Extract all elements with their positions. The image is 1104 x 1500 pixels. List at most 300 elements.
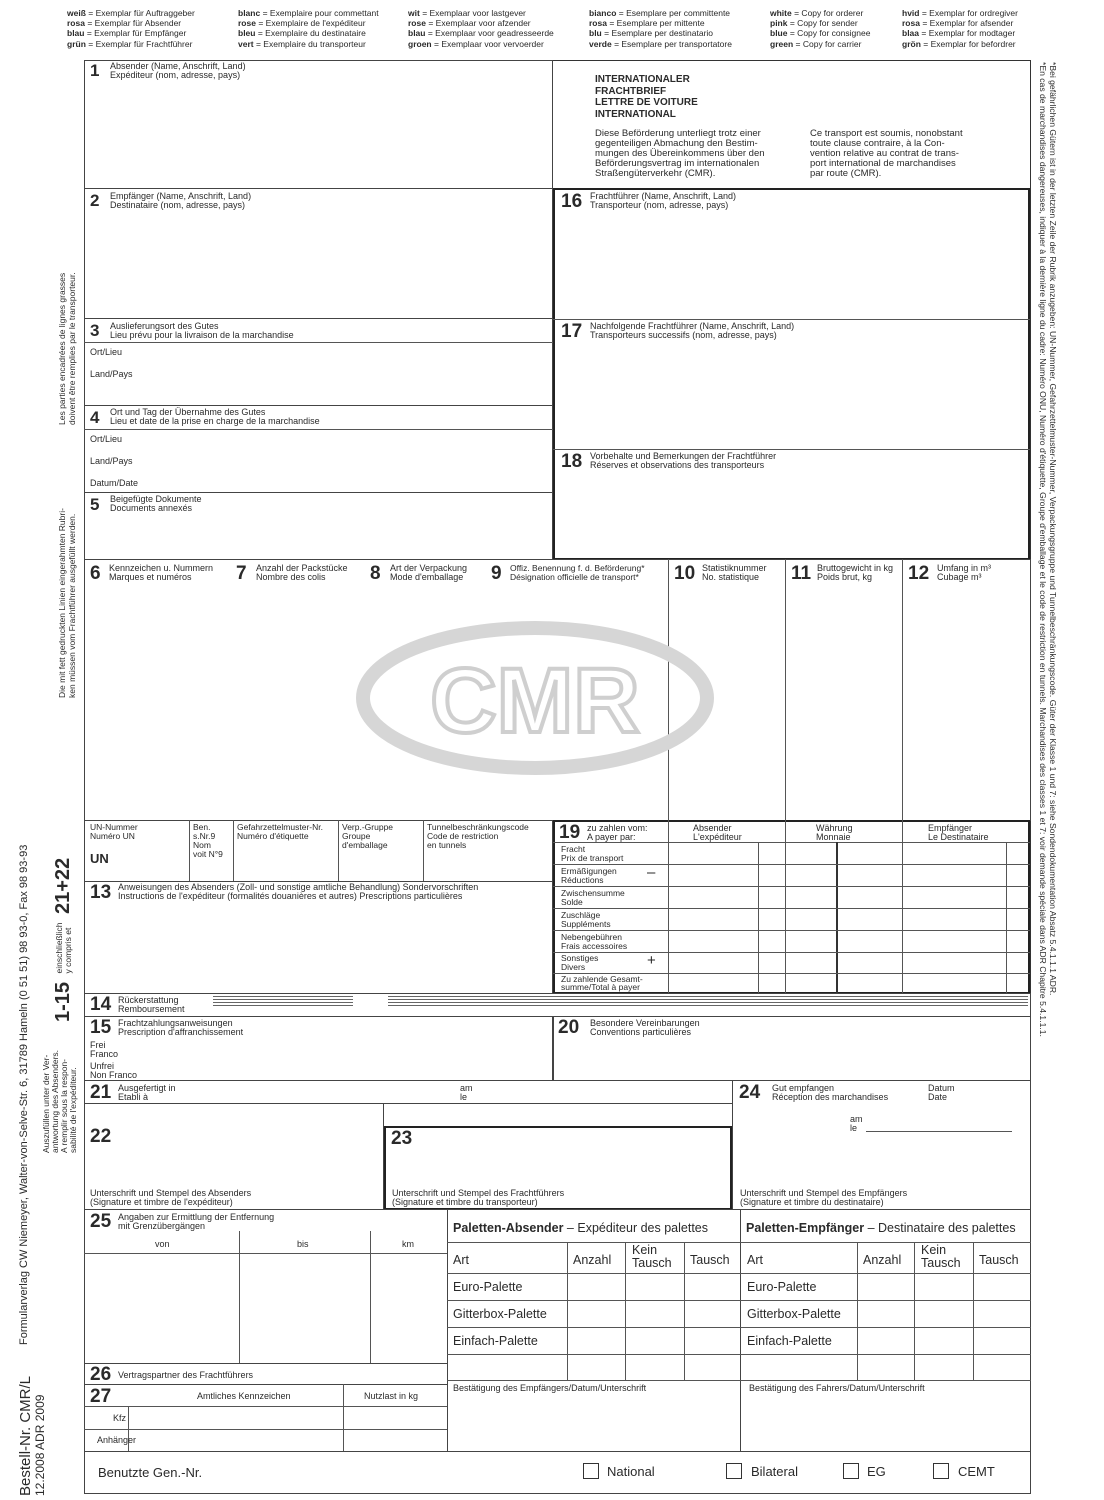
side-inclusive-fr: y compris et [62,927,73,974]
copy-legend-item [902,39,1016,49]
copy-legend-text: = Exemplaire du destinataire [257,28,366,39]
right-note-de: *Bei gefährlichen Gütern ist in der letzten Zeile der Rubrik anzugeben: UN-Nummer, Gefahrzettelmuster-Nummer, Verpackungsgruppe und Tunnelbeschränkungscode. Güter der Klasse 1 und 7: siehe Sondendokumentation Absatz 5.4.1.1.1 ADR. [1048,62,1058,996]
box-19-r3-fr: Solde [561,897,583,907]
box-19-row [553,908,1030,909]
box-24-number: 24 [739,1082,761,1103]
dg-tb-3: en tunnels [427,840,467,850]
header-text-de [595,129,765,179]
side-note-line: Die mit fett gedruckten Linien eingerahmten Rubri- [57,508,67,698]
pallets-consignee-col [914,1242,915,1380]
pallets-sender-art: Art [453,1253,469,1267]
copy-legend-item [589,18,705,28]
pallets-sender-rule [447,1273,741,1274]
box-2-label-fr: Destinataire (nom, adresse, pays) [110,200,246,210]
copy-legend-text: = Exemplaire du transporteur [255,38,366,49]
copy-legend-text: = Exemplaar voor geadresseerde [427,28,554,39]
pallets-sender-tausch: Tausch [690,1253,730,1267]
box-3-label-de: Auslieferungsort des Gutes [110,321,219,331]
header-fr-line: par route (CMR). [810,168,882,179]
box-22-label-de: Unterschrift und Stempel des Absenders [90,1188,252,1198]
copy-legend-color: blau [67,28,85,39]
side-note-de [58,508,77,698]
header-de-line: Diese Beförderung unterliegt trotz einer [595,128,761,139]
side-range-block [52,858,75,1022]
box-5-label-fr: Documents annexés [110,503,193,513]
copy-legend-color: rosa [67,18,85,29]
box-16-number: 16 [561,191,583,212]
pallets-consignee-tausch: Tausch [979,1253,1019,1267]
dg-divider [189,820,190,882]
copy-legend-item [67,8,195,18]
cmr-watermark-text: CMR [430,650,640,752]
pallets-consignee-rule [740,1354,1031,1355]
header-de-line: mungen des Übereinkommens über den [595,148,765,159]
header-fr-line: Ce transport est soumis, nonobstant [810,128,963,139]
side-inclusive [55,922,73,973]
box-25-distance[interactable] [84,1209,448,1364]
copy-legend-text: = Exemplar for befordrer [923,38,1016,49]
copy-legend-color: vert [238,38,254,49]
copy-legend-text: = Copy for consignee [789,28,871,39]
copy-legend-item [902,28,1015,38]
box-20-label-de: Besondere Vereinbarungen [590,1018,700,1028]
box-25-label-2: mit Grenzübergängen [118,1221,206,1231]
box-3-label-fr: Lieu prévu pour la livraison de la marchandise [110,330,294,340]
box-11-label-fr: Poids brut, kg [817,572,873,582]
box-24-am: am [850,1114,863,1124]
box-7-number: 7 [236,563,247,584]
copy-legend-text: = Esemplare per committente [618,8,731,18]
pallets-sender-rule [447,1300,741,1301]
col-12-divider [902,559,903,821]
pallets-sender-einfach: Einfach-Palette [453,1334,538,1348]
box-19-sender-de: Absender [693,823,732,833]
copy-legend-color: blu [589,28,602,39]
divider-17-18 [553,449,1030,450]
dg-gef-de: Gefahrzettelmuster-Nr. [237,822,323,832]
copy-legend-color: blanc [238,8,261,18]
box-17-label-fr: Transporteurs successifs (nom, adresse, pays) [590,330,777,340]
box-26-number: 26 [90,1364,112,1385]
box-25-col [239,1231,240,1364]
pallets-sender-col [567,1242,568,1380]
box-25-bis: bis [297,1239,309,1249]
pallets-sender-title-rest: – Expéditeur des palettes [563,1221,708,1235]
box-12-label-de: Umfang in m³ [937,563,992,573]
box-19-label-fr: A payer par: [587,832,636,842]
box-6-number: 6 [90,563,101,584]
copy-legend-item [589,8,730,18]
pallets-sender-title [453,1221,708,1235]
box-24-sig-fr: (Signature et timbre du destinataire) [740,1197,884,1207]
box-27-col [343,1384,344,1452]
copy-legend-item [589,28,713,38]
copy-legend-color: blue [770,28,788,39]
box-25-km: km [402,1239,414,1249]
box-19-minus: – [647,864,656,881]
pallets-consignee-rule [740,1273,1031,1274]
box-19-row [553,864,1030,865]
header-title-3: LETTRE DE VOITURE [595,97,698,108]
copy-legend-color: blaa [902,28,920,39]
box-27-kfz: Kfz [113,1413,127,1423]
copy-legend-color: white [770,8,792,18]
box-1-label-de: Absender (Name, Anschrift, Land) [110,61,246,71]
box-19-r4-de: Zuschläge [561,910,601,920]
box-19-r4-fr: Suppléments [561,919,611,929]
box-19-r5-de: Nebengebühren [561,932,622,942]
box-17-label-de: Nachfolgende Frachtführer (Name, Anschrift, Land) [590,321,795,331]
box-24-date: Date [928,1092,948,1102]
pallets-consignee-col [973,1242,974,1380]
pallets-sender-rule [447,1380,741,1381]
box-15-label-de: Frachtzahlungsanweisungen [118,1018,233,1028]
box-4-number: 4 [90,408,100,427]
copy-legend-item [770,39,861,49]
order-date-text: 12.2008 ADR 2009 [33,1394,47,1496]
box-27-plate-label: Amtliches Kennzeichen [197,1391,291,1401]
copy-legend-text: = Exemplar für Auftraggeber [88,8,195,18]
dg-vp-2: Groupe [342,831,371,841]
dg-ben-1: Ben. [193,822,211,832]
box-18-number: 18 [561,451,583,472]
box-19-r1-de: Fracht [561,844,586,854]
box-22-number: 22 [90,1126,112,1147]
box-19-r6-fr: Divers [561,962,586,972]
dg-divider [233,820,234,882]
permit-row [84,1451,1031,1494]
col-11-divider [785,559,786,821]
dg-vp-3: d'emballage [342,840,388,850]
copy-legend-text: = Exemplaire pour commettant [262,8,379,18]
copy-legend-color: blau [408,28,426,39]
box-1-label-fr: Expéditeur (nom, adresse, pays) [110,70,241,80]
box-25-rule [84,1253,448,1254]
permit-label: Benutzte Gen.-Nr. [98,1465,203,1480]
pallets-consignee-table[interactable] [740,1209,1031,1452]
box-24-label-de: Gut empfangen [772,1083,835,1093]
box-21-le: le [460,1092,468,1102]
copy-legend-item [238,39,366,49]
box-4-label-fr: Lieu et date de la prise en charge de la marchandise [110,416,320,426]
box-25-label-1: Angaben zur Ermittlung der Entfernung [118,1212,275,1222]
dg-un-prefix: UN [90,851,109,866]
copy-legend-color: grön [902,38,921,49]
copy-legend-item [238,8,379,18]
copy-legend-item [67,39,192,49]
pallets-sender-table[interactable] [447,1209,741,1452]
side-range-1-15: 1-15 [52,981,74,1022]
order-number [18,1376,48,1496]
copy-legend-text: = Copy for sender [789,18,858,29]
box-7-label-de: Anzahl der Packstücke [256,563,348,573]
copy-legend-text: = Exemplaar voor vervoerder [434,38,544,49]
box-8-number: 8 [370,563,381,584]
pallets-consignee-anzahl: Anzahl [863,1253,902,1267]
national-checkbox[interactable] [583,1463,599,1479]
copy-legend-text: = Exemplaar voor lastgever [422,8,526,18]
copy-legend-item [238,18,366,28]
box-13-label-fr: Instructions de l'expéditeur (formalités douanières et autres) Prescriptions particulières [118,891,463,901]
box-19-col [902,820,903,994]
copy-legend-text: = Esemplare per transportatore [614,38,732,49]
divider-16-17 [553,319,1030,320]
box-19-consignee-fr: Le Destinataire [928,832,989,842]
dg-tb-2: Code de restriction [427,831,499,841]
box-4-land: Land/Pays [90,456,133,466]
pallets-consignee-rule [740,1242,1031,1243]
side-resp-line: sabilité de l'expéditeur. [68,1067,78,1153]
box-15-frei-de: Frei [90,1040,106,1050]
dg-tb-1: Tunnelbeschränkungscode [427,822,529,832]
box-10-number: 10 [674,563,696,584]
side-resp-line: A remplir sous la respon- [59,1058,69,1153]
order-number-text: Bestell-Nr. CMR/L [17,1375,34,1496]
copy-legend-color: grün [67,38,86,49]
bilateral-checkbox[interactable] [726,1463,742,1479]
pallets-sender-rule [447,1327,741,1328]
box-19-r2-fr: Réductions [561,875,604,885]
box-16-carrier[interactable] [553,188,1030,560]
copy-legend-color: bianco [589,8,617,18]
copy-legend-color: bleu [238,28,256,39]
box-21-number: 21 [90,1082,112,1103]
pallets-consignee-title-bold: Paletten-Empfänger [746,1221,865,1235]
pallets-sender-rule [447,1242,741,1243]
box-14-label-fr: Remboursement [118,1004,185,1014]
box-19-r7-fr: summe/Total à payer [561,982,640,992]
copy-legend-text: = Exemplar for modtager [921,28,1016,39]
header-de-line: Straßengüterverkehr (CMR). [595,168,716,179]
box-19-r6-de: Sonstiges [561,953,599,963]
box-19-r3-de: Zwischensumme [561,888,625,898]
box-3-number: 3 [90,321,100,340]
copy-legend-item [67,18,181,28]
header-de-line: Beförderungsvertrag im internationalen [595,158,760,169]
box-3-land: Land/Pays [90,369,133,379]
side-inclusive-de: einschließlich [53,922,64,974]
header-title [595,74,698,120]
box-19-sender-fr: L'expéditeur [693,832,742,842]
dg-gef-fr: Numéro d'étiquette [237,831,309,841]
copy-legend-text: = Exemplar für Frachtführer [88,38,193,49]
box-21-am: am [460,1083,473,1093]
copy-legend-item [902,18,1013,28]
pallets-consignee-rule [740,1327,1031,1328]
publisher-line: Formularverlag CW Niemeyer, Walter-von-Selve-Str. 6, 31789 Hameln (0 51 51) 98 93-0, Fax 98 93-93 [18,844,30,1345]
box-15-frei-fr: Franco [90,1049,119,1059]
box-20-number: 20 [558,1017,580,1038]
box-9-label-fr: Désignation officielle de transport* [510,572,639,582]
copy-legend-item [408,28,554,38]
dg-ben-2: s.Nr.9 [193,831,216,841]
header-text-fr [810,129,963,179]
pallets-consignee-confirm: Bestätigung des Fahrers/Datum/Unterschrift [749,1383,925,1393]
copy-legend-text: = Exemplar für Empfänger [86,28,187,39]
box-25-col [370,1231,371,1364]
box-19-header-rule [553,842,1030,843]
dg-un-label-de: UN-Nummer [90,822,138,832]
box-6-label-fr: Marques et numéros [109,572,192,582]
box-19-number: 19 [559,822,581,843]
box-2-number: 2 [90,191,100,210]
box-11-number: 11 [791,563,812,584]
pallets-sender-euro: Euro-Palette [453,1280,523,1294]
box-12-number: 12 [908,563,930,584]
copy-legend-color: groen [408,38,432,49]
box-15-unfrei-de: Unfrei [90,1061,115,1071]
cemt-label: CEMT [958,1464,995,1479]
eg-checkbox[interactable] [843,1463,859,1479]
box-23-number: 23 [391,1128,413,1149]
box-10-label-fr: No. statistique [702,572,760,582]
box-19-col [785,820,786,994]
dg-un-label-fr: Numéro UN [90,831,135,841]
box-2-label-de: Empfänger (Name, Anschrift, Land) [110,191,252,201]
pallets-sender-gitter: Gitterbox-Palette [453,1307,547,1321]
box-27-rule [84,1406,448,1407]
box-15-label-fr: Prescription d'affranchissement [118,1027,244,1037]
dg-ben-4: voit N°9 [193,849,223,859]
box-27-rule [84,1429,448,1430]
copy-legend-color: verde [589,38,612,49]
box-25-number: 25 [90,1211,112,1232]
box-13-number: 13 [90,882,112,903]
copy-legend-item [589,39,732,49]
box-17-number: 17 [561,321,583,342]
box-4-datum: Datum/Date [90,478,139,488]
box-19-row [553,930,1030,931]
copy-legend-text: = Exemplar für Absender [87,18,182,29]
box-19-row [553,952,1030,953]
box-4-label-de: Ort und Tag der Übernahme des Gutes [110,407,266,417]
box-19-r2-de: Ermäßigungen [561,866,617,876]
box-13-label-de: Anweisungen des Absenders (Zoll- und sonstige amtliche Behandlung) Sondervorschriften [118,882,479,892]
copy-legend-color: green [770,38,794,49]
header-fr-line: toute clause contraire, à la Con- [810,138,945,149]
box-24-datum: Datum [928,1083,955,1093]
pallets-sender-rule [447,1354,741,1355]
box-19-r7-de: Zu zahlende Gesamt- [561,974,643,984]
pallets-sender-col [625,1242,626,1380]
side-responsibility-note [42,1050,78,1153]
box-19-col [668,820,669,994]
eg-label: EG [867,1464,886,1479]
box-22-label-fr: (Signature et timbre de l'expéditeur) [90,1197,233,1207]
dg-ben-3: Nom [193,840,211,850]
box-18-label-de: Vorbehalte und Bemerkungen der Frachtführer [590,451,777,461]
box-20-label-fr: Conventions particulières [590,1027,692,1037]
pallets-consignee-kein-tausch: Tausch [921,1256,961,1270]
box-23-label-fr: (Signature et timbre du transporteur) [392,1197,538,1207]
box-25-von: von [155,1239,170,1249]
cemt-checkbox[interactable] [933,1463,949,1479]
pallets-consignee-rule [740,1300,1031,1301]
dg-divider [423,820,424,882]
box-4-ort: Ort/Lieu [90,434,123,444]
copy-legend-item [408,8,526,18]
box-6-label-de: Kennzeichen u. Nummern [109,563,214,573]
box-14-hatching [213,996,353,1006]
box-27-payload-label: Nutzlast in kg [364,1391,419,1401]
pallets-sender-anzahl: Anzahl [573,1253,612,1267]
box-15-number: 15 [90,1017,112,1038]
copy-legend-text: = Exemplaire de l'expéditeur [258,18,366,29]
copy-legend-text: = Esemplare per mittente [609,18,705,29]
box-19-currency-fr: Monnaie [816,832,851,842]
side-note-line: ken müssen vom Frachtführer ausgefüllt werden. [66,513,77,698]
pallets-sender-col [684,1242,685,1380]
copy-legend-color: rosa [902,18,920,29]
copy-legend-item [408,39,544,49]
side-note-line: Les parties encadrées de lignes grasses [57,272,67,425]
copy-legend-color: wit [408,8,420,18]
copy-legend-item [408,18,531,28]
box-19-label-de: zu zahlen vom: [587,823,648,833]
box-26-label: Vertragspartner des Frachtführers [118,1370,254,1380]
box-19-currency-de: Währung [816,823,853,833]
header-fr-line: port international de marchandises [810,158,956,169]
box-7-label-fr: Nombre des colis [256,572,326,582]
dg-divider [338,820,339,882]
box-12-label-fr: Cubage m³ [937,572,982,582]
pallets-consignee-title-rest: – Destinataire des palettes [864,1221,1016,1235]
box-14-number: 14 [90,994,112,1015]
box-19-plus: + [647,952,656,969]
box-8-label-de: Art der Verpackung [390,563,468,573]
right-side-note [1038,62,1058,1037]
copy-legend-color: rosa [589,18,607,29]
box-19-r1-fr: Prix de transport [561,853,624,863]
copy-legend-item [770,8,863,18]
box-23-label-de: Unterschrift und Stempel des Frachtführers [392,1188,565,1198]
box-24-le: le [850,1123,858,1133]
header-title-4: INTERNATIONAL [595,108,676,120]
box-19-payment[interactable] [553,820,1030,994]
box-14-label-de: Rückerstattung [118,995,179,1005]
box-24-date-line [866,1131,1012,1132]
header-title-1: INTERNATIONALER [595,74,690,85]
copy-legend-text: = Copy for orderer [794,8,864,18]
copy-legend-text: = Exemplar for afsender [922,18,1014,29]
box-5-number: 5 [90,495,100,514]
box-19-r5-fr: Frais accessoires [561,941,628,951]
box-16-label-fr: Transporteur (nom, adresse, pays) [590,200,729,210]
box-8-label-fr: Mode d'emballage [390,572,464,582]
box-21-label-de: Ausgefertigt in [118,1083,176,1093]
box-18-label-fr: Réserves et observations des transporteurs [590,460,765,470]
pallets-consignee-euro: Euro-Palette [747,1280,817,1294]
box-14-hatching [388,996,1028,1006]
box-21-established[interactable] [84,1080,733,1104]
copy-legend-color: hvid [902,8,920,18]
box-3-rule [84,342,553,343]
pallets-consignee-kein: Kein [921,1243,947,1257]
header-fr-line: vention relative au contrat de trans- [810,148,959,159]
box-19-row [553,886,1030,887]
box-11-label-de: Bruttogewicht in kg [817,563,894,573]
header-de-line: gegenteiligen Abmachung den Bestim- [595,138,758,149]
copy-legend-text: = Exemplar for ordregiver [921,8,1018,18]
pallets-sender-title-bold: Paletten-Absender [453,1221,564,1235]
side-range-21-22: 21+22 [52,857,74,915]
pallets-consignee-gitter: Gitterbox-Palette [747,1307,841,1321]
box-3-ort: Ort/Lieu [90,347,123,357]
copy-legend-color: pink [770,18,788,29]
box-1-number: 1 [90,61,100,80]
pallets-sender-confirm: Bestätigung des Empfängers/Datum/Unterschrift [453,1383,647,1393]
box-4-rule [84,429,553,430]
